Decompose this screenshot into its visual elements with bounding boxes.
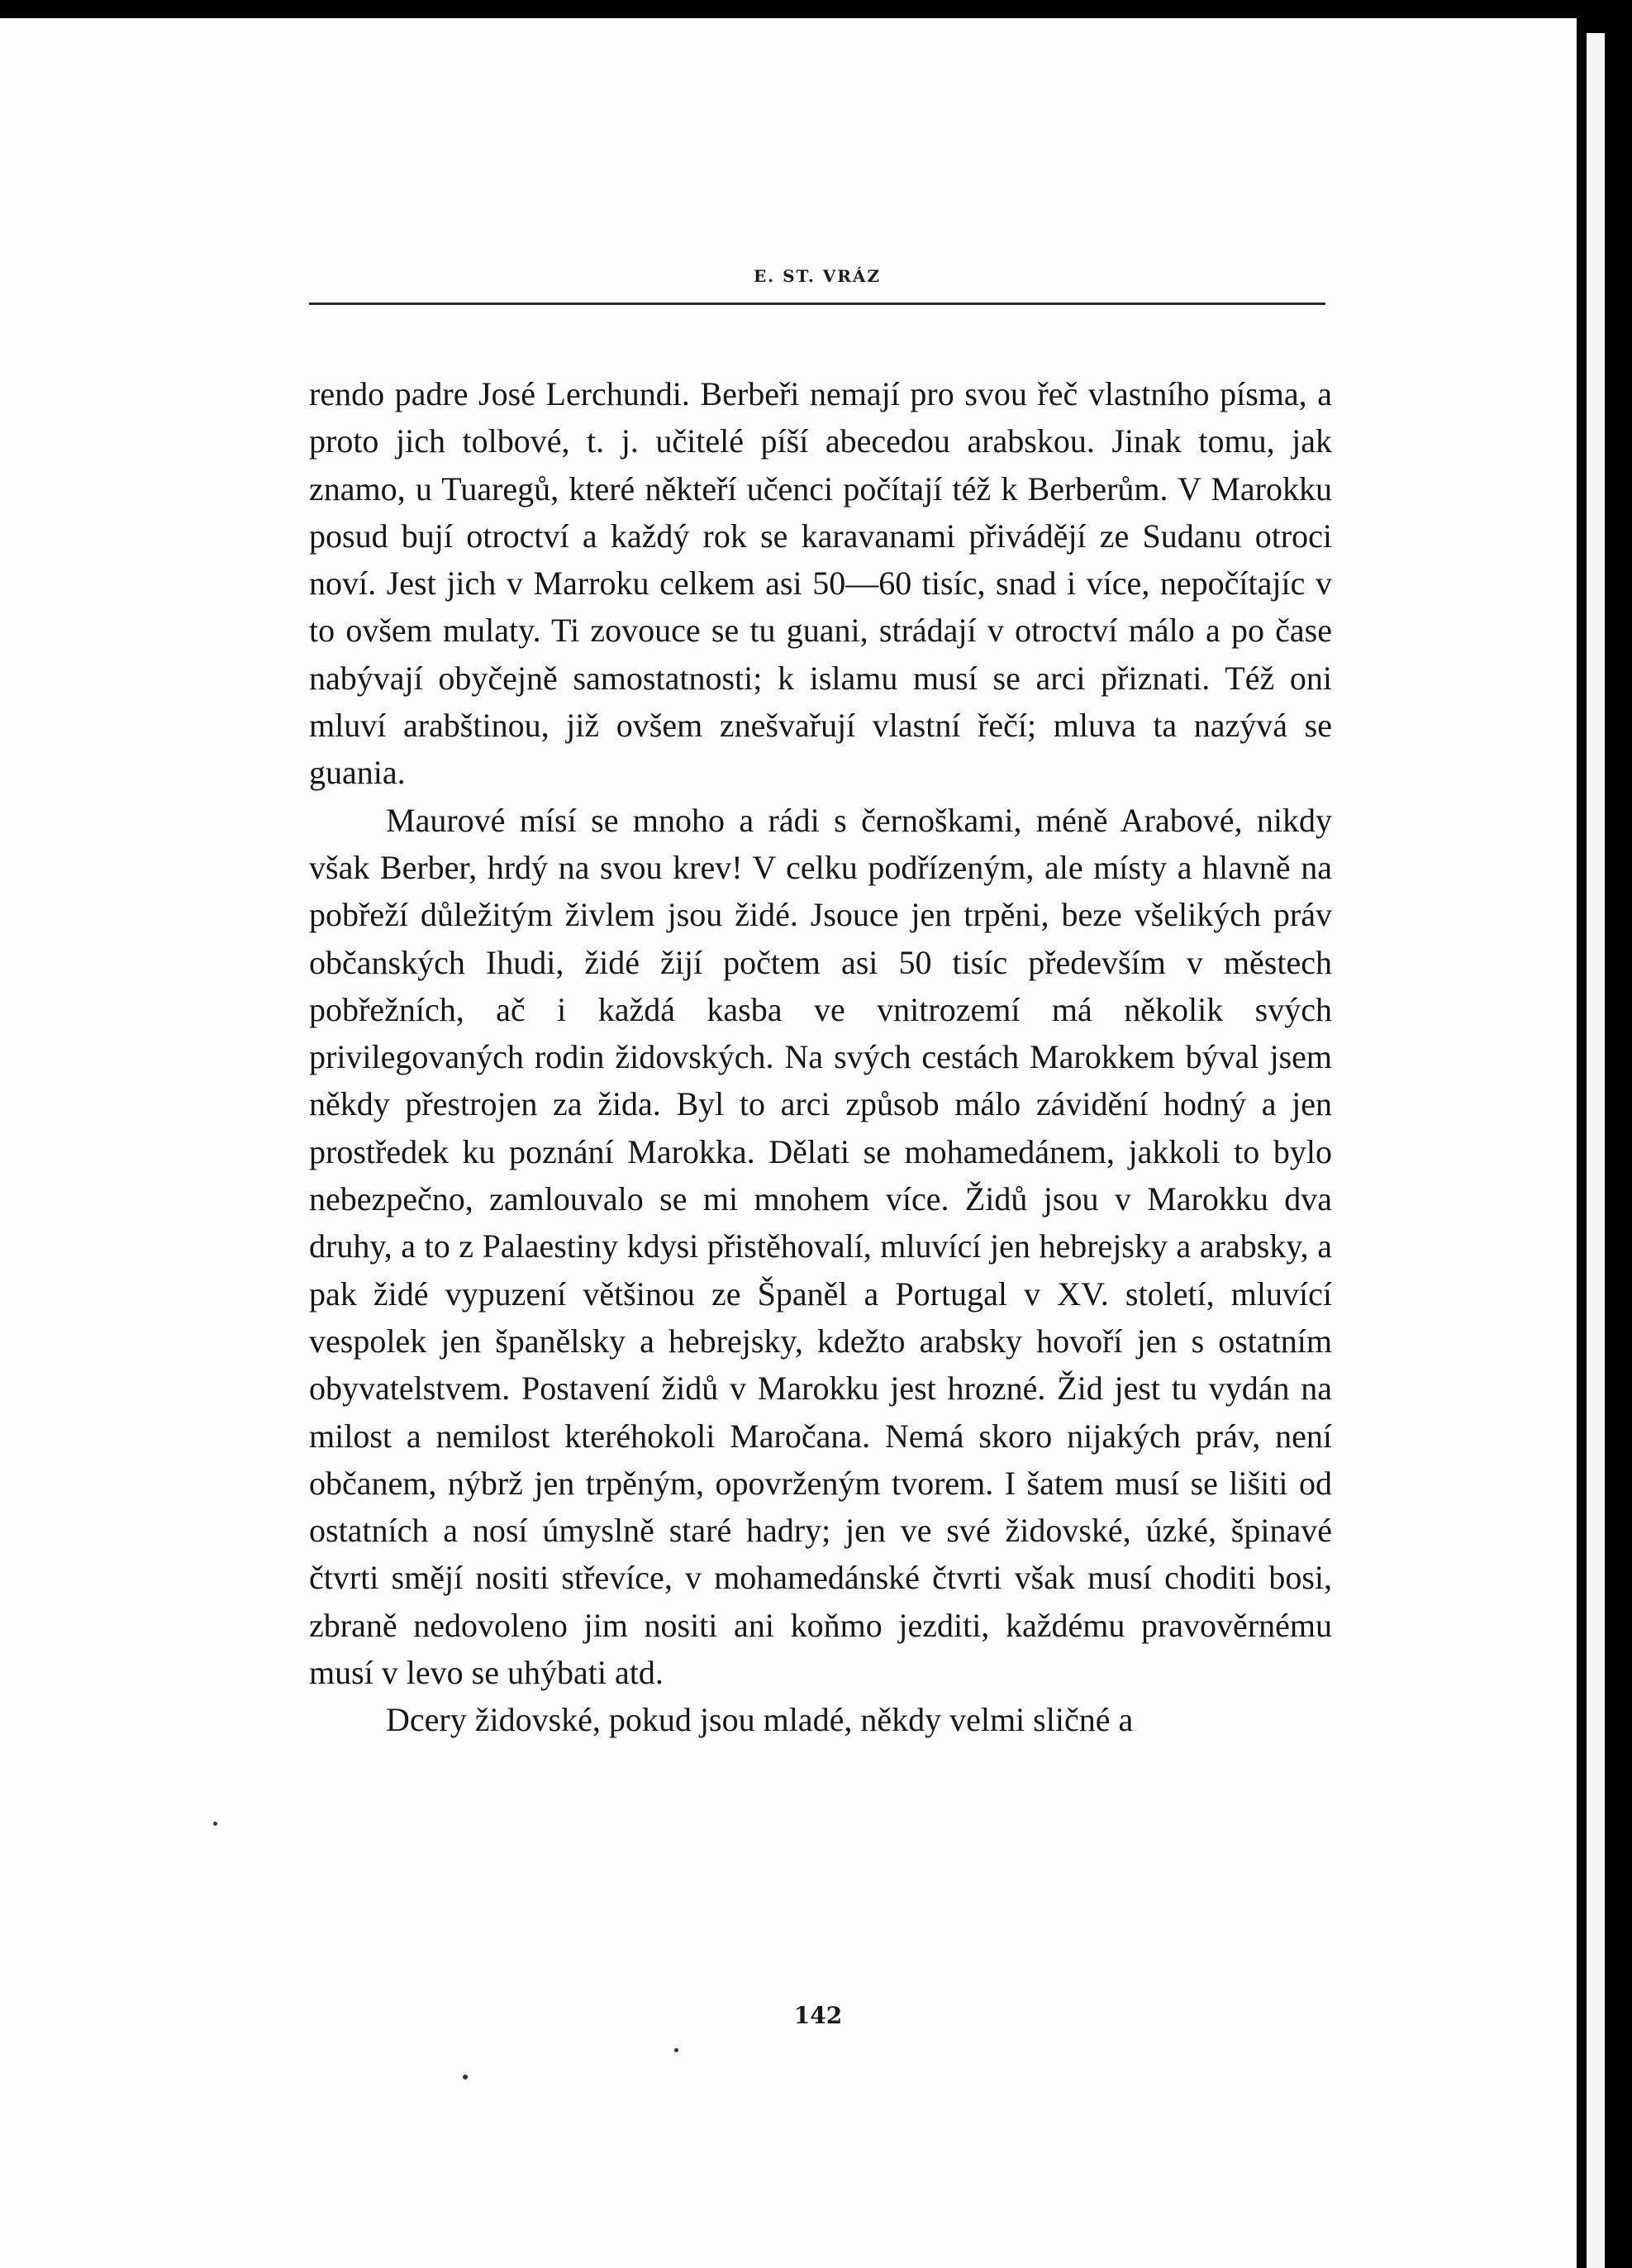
page-number: 142: [793, 2002, 843, 2029]
body-text: [309, 370, 1332, 1744]
paragraph-1: rendo padre José Lerchundi. Berbeři nemají pro svou řeč vlastního písma, a proto jich tolbové, t. j. učitelé píší abecedou arabskou. Jinak tomu, jak znamo, u Tuaregů, které někteří učenci počítají též k Berberům. V Marokku posud bují otroctví a každý rok se karavanami přivádějí ze Sudanu otroci noví. Jest jich v Marroku celkem asi 50—60 tisíc, snad i více, nepočítajíc v to ovšem mulaty. Ti zovouce se tu guani, strádají v otroctví málo a po čase nabývají obyčejně samostatnosti; k islamu musí se arci přiznati. Též oni mluví arabštinou, již ovšem znešvařují vlastní řečí; mluva ta nazývá se guania.: [309, 375, 1332, 792]
header-rule: [309, 303, 1325, 305]
paragraph-2: Maurové mísí se mnoho a rádi s černoškami, méně Arabové, nikdy však Berber, hrdý na svou krev! V celku podřízeným, ale místy a hlavně na pobřeží důležitým živlem jsou židé. Jsouce jen trpěni, beze všelikých práv občanských Ihudi, židé žijí počtem asi 50 tisíc především v městech pobřežních, ač i každá kasba ve vnitrozemí má několik svých privilegovaných rodin židovských. Na svých cestách Marokkem býval jsem někdy přestrojen za žida. Byl to arci způsob málo závidění hodný a jen prostředek ku poznání Marokka. Dělati se mohamedánem, jakkoli to bylo nebezpečno, zamlouvalo se mi mnohem více. Židů jsou v Marokku dva druhy, a to z Palaestiny kdysi přistěhovalí, mluvící jen hebrejsky a arabsky, a pak židé vypuzení většinou ze Španěl a Portugal v XV. století, mluvící vespolek jen španělsky a hebrejsky, kdežto arabsky hovoří jen s ostatním obyvatelstvem. Postavení židů v Marokku jest hrozné. Žid jest tu vydán na milost a nemilost kteréhokoli Maročana. Nemá skoro nijakých práv, není občanem, nýbrž jen trpěným, opovrženým tvorem. I šatem musí se lišiti od ostatních a nosí úmyslně staré hadry; jen ve své židovské, úzké, špinavé čtvrti smějí nositi střevíce, v mohamedánské čtvrti však musí choditi bosi, zbraně nedovoleno jim nositi ani koňmo jezditi, každému pravověrnému musí v levo se uhýbati atd.: [309, 801, 1332, 1692]
scan-speck: [463, 2075, 468, 2080]
next-page-edge: [1587, 33, 1605, 2268]
scan-speck: [674, 2048, 678, 2052]
paragraph-3: Dcery židovské, pokud jsou mladé, někdy velmi sličné a: [386, 1701, 1134, 1739]
running-header: E. ST. VRÁZ: [753, 266, 882, 286]
scan-speck: [213, 1822, 217, 1826]
